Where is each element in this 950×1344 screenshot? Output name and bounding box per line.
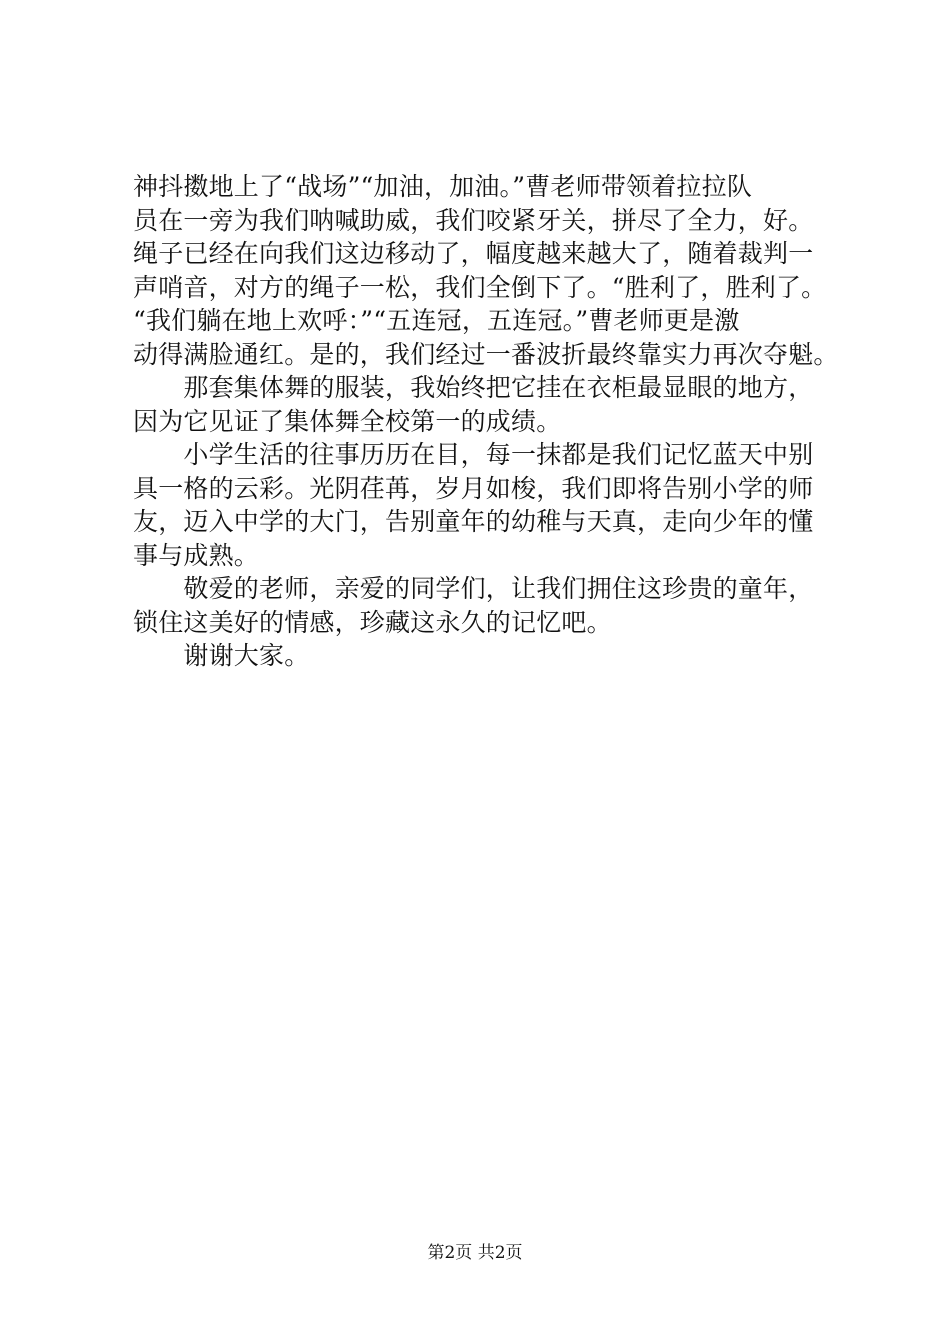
text-line: 小学生活的往事历历在目，每一抹都是我们记忆蓝天中别 [133,440,814,469]
text-line: 绳子已经在向我们这边移动了，幅度越来越大了，随着裁判一 [133,239,814,268]
page-footer: 第2页 共2页 [427,1243,523,1263]
text-line: 友，迈入中学的大门，告别童年的幼稚与天真，走向少年的懂 [133,507,814,536]
text-line: 声哨音，对方的绳子一松，我们全倒下了。“胜利了，胜利了。 [133,272,827,302]
text-line: 员在一旁为我们呐喊助威，我们咬紧牙关，拼尽了全力，好。 [133,205,814,235]
text-line: 锁住这美好的情感，珍藏这永久的记忆吧。 [133,607,612,637]
text-line: 事与成熟。 [133,540,260,570]
text-line: 敬爱的老师，亲爱的同学们，让我们拥住这珍贵的童年， [133,574,814,603]
text-line: 谢谢大家。 [133,641,310,670]
text-line: 具一格的云彩。光阴荏苒，岁月如梭，我们即将告别小学的师 [133,473,814,503]
text-line: 动得满脸通红。是的，我们经过一番波折最终靠实力再次夺魁。 [133,339,839,369]
text-line: 因为它见证了集体舞全校第一的成绩。 [133,406,562,436]
text-line: 那套集体舞的服装，我始终把它挂在衣柜最显眼的地方， [133,373,814,402]
document-body [133,170,853,673]
text-line: 神抖擞地上了“战场”“加油，加油。”曹老师带领着拉拉队 [133,172,753,201]
text-line: “我们躺在地上欢呼：”“五连冠，五连冠。”曹老师更是激 [133,306,740,335]
